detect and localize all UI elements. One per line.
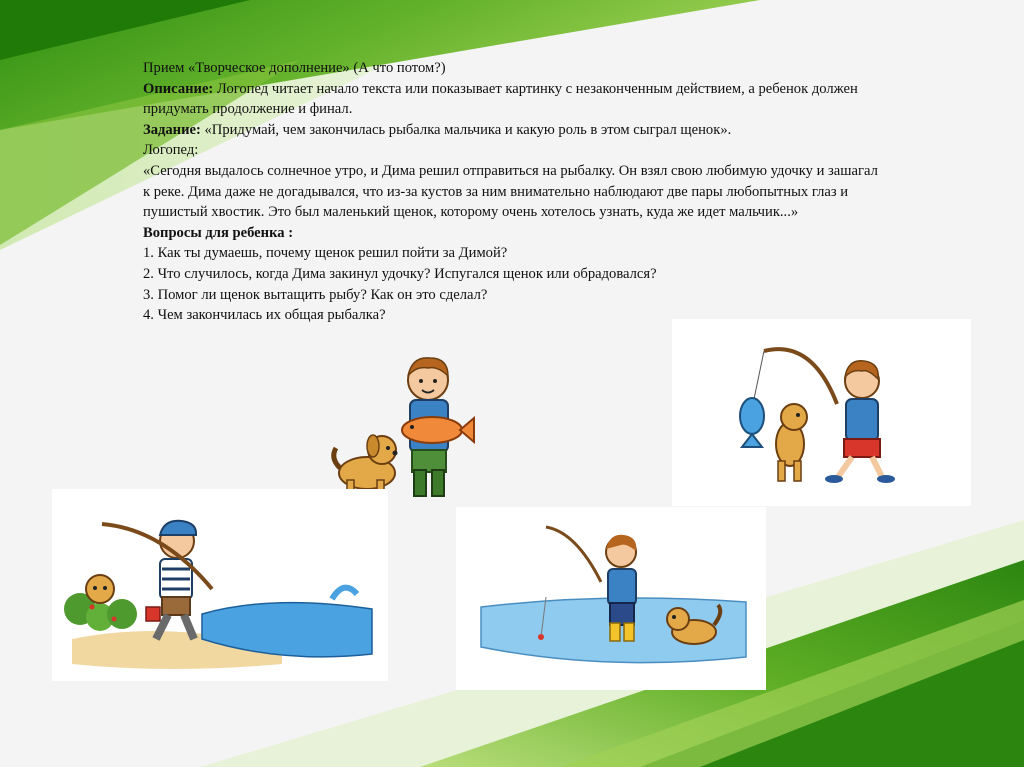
illustration-boy-catching-fish [672,319,971,506]
task-label: Задание: [143,121,201,138]
description-text: Логопед читает начало текста или показывает картинку с незаконченным действием, а ребенок должен придумать продолжение и финал. [143,80,858,118]
illustration-boy-fishing-at-lake [456,507,766,690]
description [143,79,883,120]
heading: Прием «Творческое дополнение» (А что потом?) [143,60,446,76]
question-3: 3. Помог ли щенок вытащить рыбу? Как он это сделал? [143,286,488,303]
slide-text [143,58,883,326]
question-1: 1. Как ты думаешь, почему щенок решил пойти за Димой? [143,245,508,262]
illustration-boy-going-to-river [52,489,388,681]
speaker: Логопед: [143,142,199,159]
question-2: 2. Что случилось, когда Дима закинул удочку? Испугался щенок или обрадовался? [143,265,657,282]
task-text: «Придумай, чем закончилась рыбалка мальчика и какую роль в этом сыграл щенок». [200,121,732,138]
task [143,120,883,141]
illustration-boy-with-fish [252,338,562,508]
question-4: 4. Чем закончилась их общая рыбалка? [143,307,386,324]
description-label: Описание: [143,80,214,97]
story: «Сегодня выдалось солнечное утро, и Дима решил отправиться на рыбалку. Он взял свою любимую удочку и зашагал к реке. Дима даже не догадывался, что из-за кустов за ним внимательно наблюдают две пары любопытных глаз и пушистый хвостик. Это был маленький щенок, которому очень хотелось узнать, куда же идет мальчик...» [143,162,878,221]
questions-label: Вопросы для ребенка : [143,224,294,241]
